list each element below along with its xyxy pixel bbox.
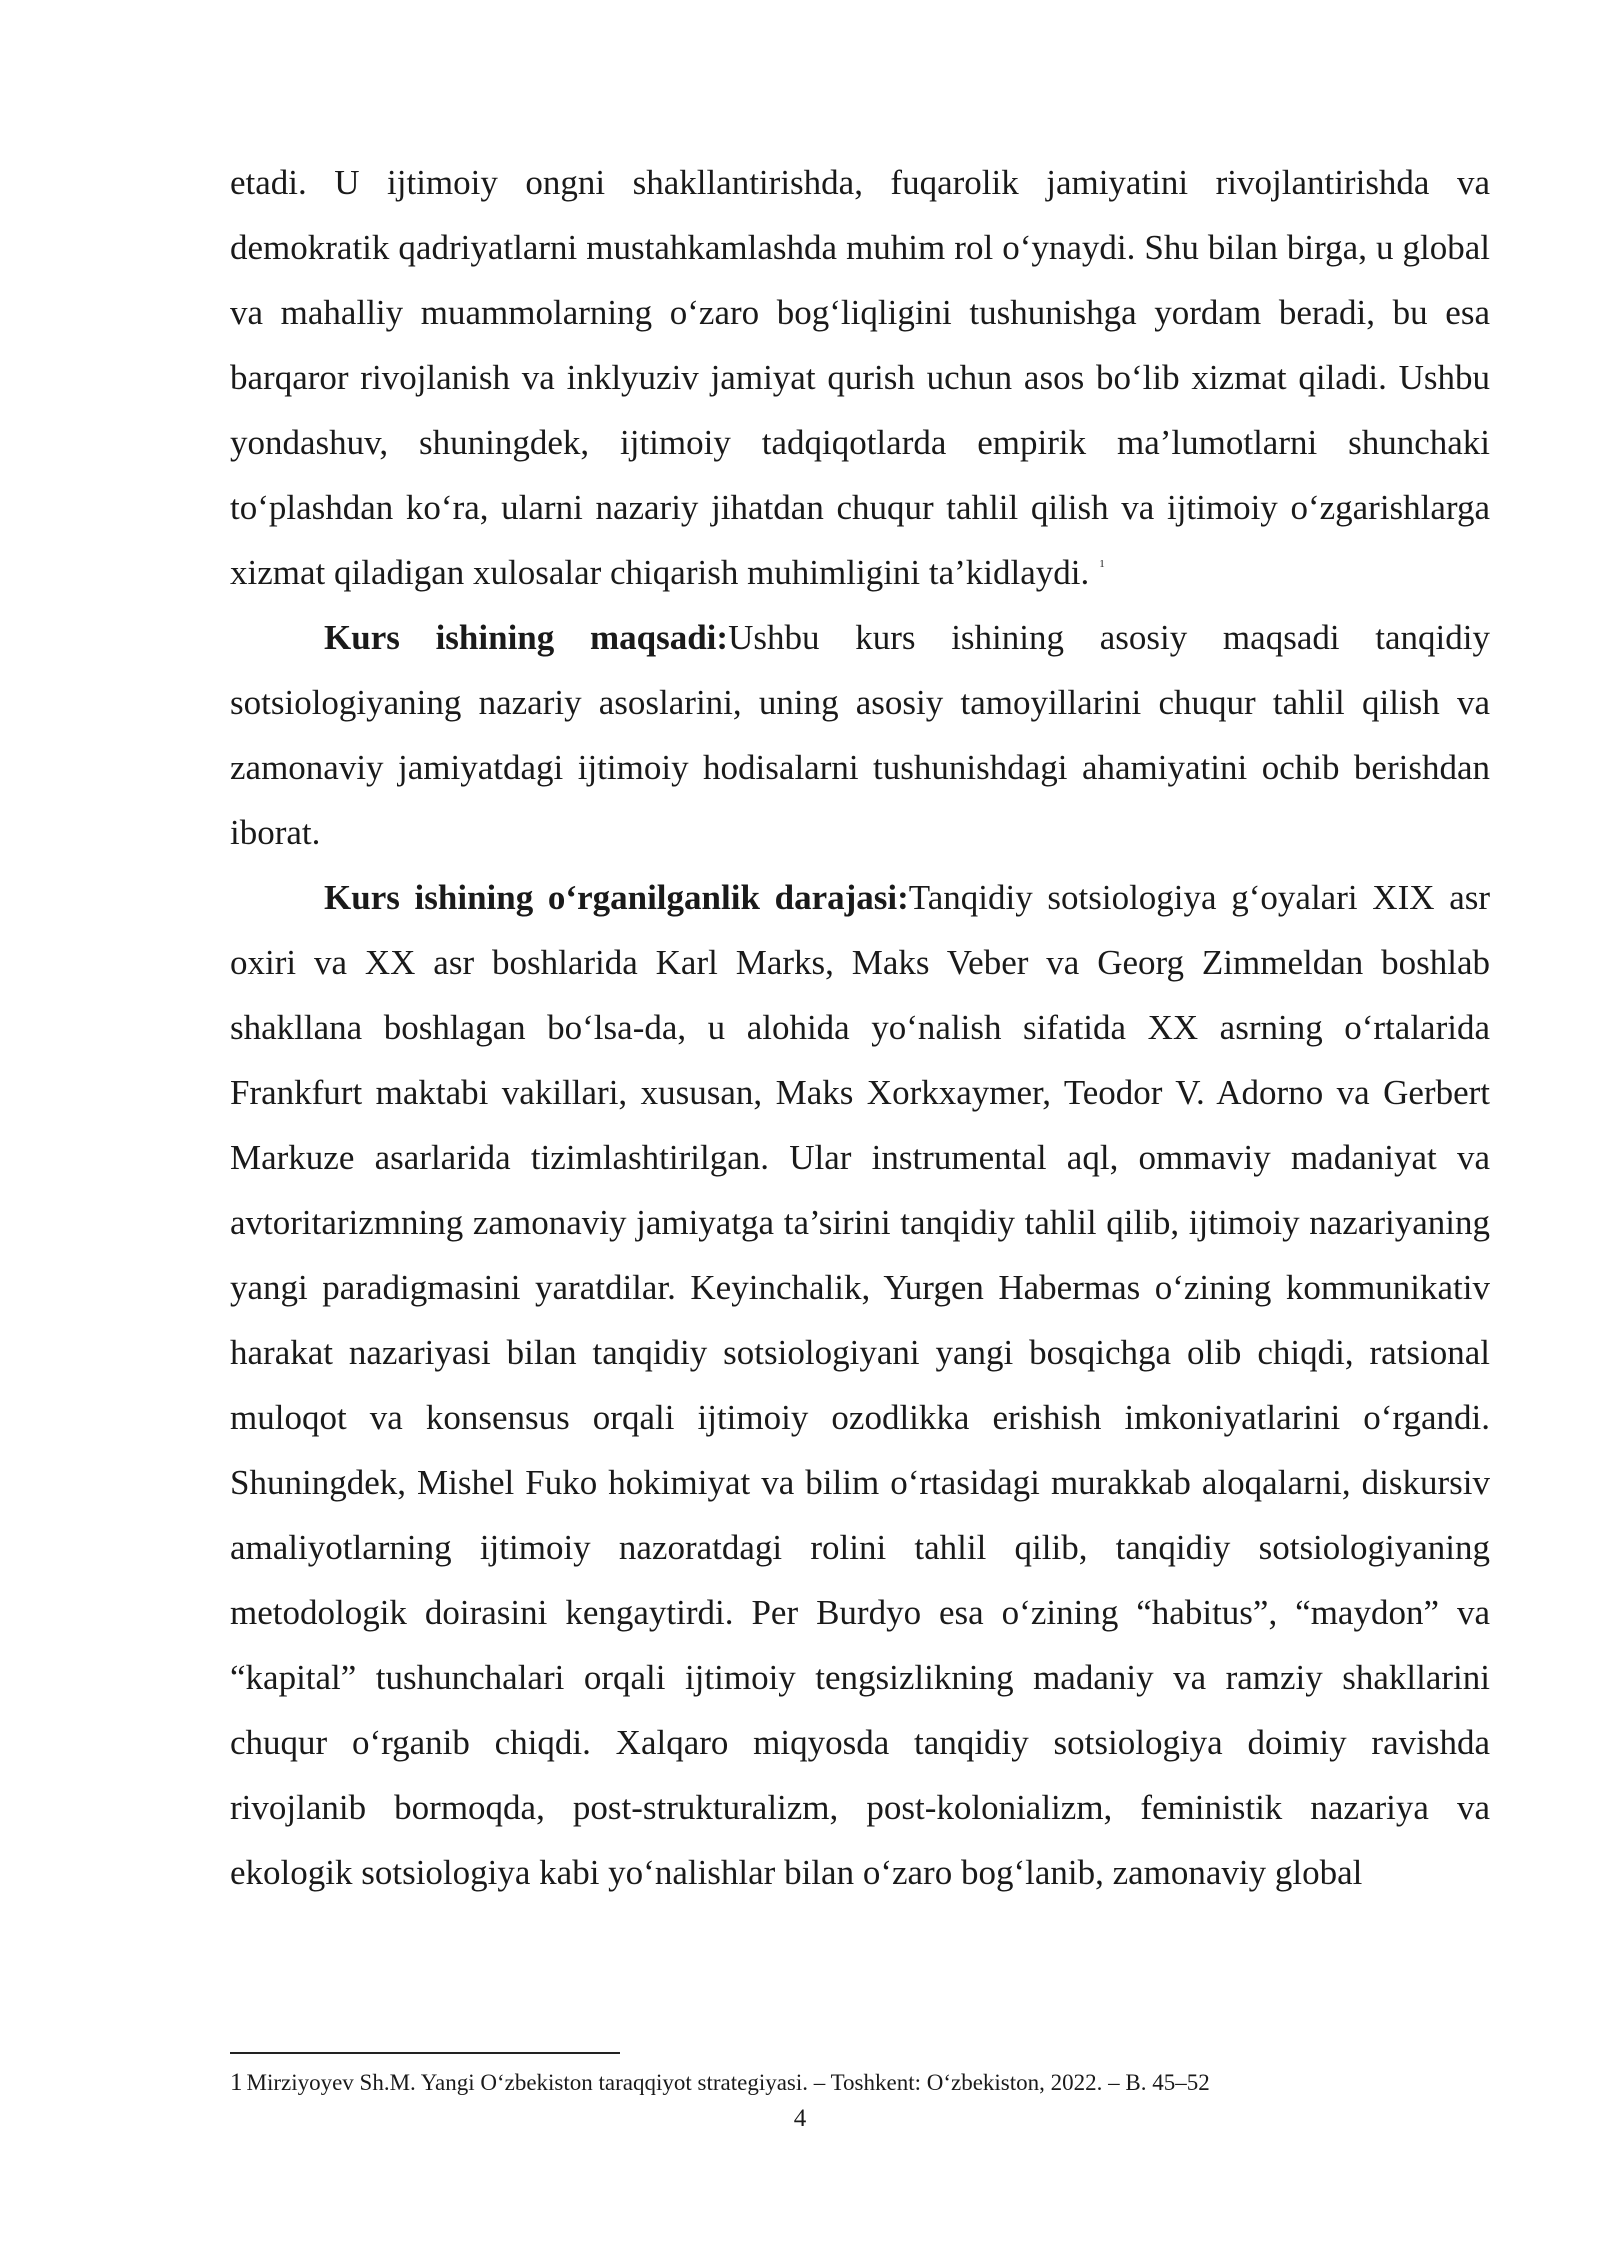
paragraph-text: etadi. U ijtimoiy ongni shakllantirishda, fuqarolik jamiyatini rivojlantirishda va demokratik qadriyatlarni mustahkamlashda muhim rol o‘ynaydi. Shu bilan birga, u global va mahalliy muammolarning o‘zaro bog‘liqligini tushunishga yordam beradi, bu esa barqaror rivojlanish va inklyuziv jamiyat qurish uchun asos bo‘lib xizmat qiladi. Ushbu yondashuv, shuningdek, ijtimoiy tadqiqotlarda empirik ma’lumotlarni shunchaki to‘plashdan ko‘ra, ularni nazariy jihatdan chuqur tahlil qilish va ijtimoiy o‘zgarishlarga xizmat qiladigan xulosalar chiqarish muhimligini ta’kidlaydi. [230,163,1490,592]
page-number: 4 [793,2105,807,2132]
footnote-text: Mirziyoyev Sh.M. Yangi O‘zbekiston taraqqiyot strategiyasi. – Toshkent: O‘zbekiston, 2022. – B. 45–52 [246,2070,1210,2095]
footnote-divider [230,2052,620,2054]
paragraph-continuation [230,150,1490,605]
footnote [230,2068,1490,2098]
paragraph-heading: Kurs ishining maqsadi: [324,618,729,657]
paragraph-course-goal [230,605,1490,865]
paragraph-heading: Kurs ishining o‘rganilganlik darajasi: [324,878,909,917]
footnote-reference: 1 [1099,558,1105,570]
paragraph-text: Ushbu kurs ishining asosiy maqsadi tanqidiy sotsiologiyaning nazariy asoslarini, uning asosiy tamoyillarini chuqur tahlil qilish va zamonaviy jamiyatdagi ijtimoiy hodisalarni tushunishdagi ahamiyatini ochib berishdan iborat. [230,618,1491,852]
page-body [230,150,1490,1905]
paragraph-study-level [230,865,1490,1905]
paragraph-text: Tanqidiy sotsiologiya g‘oyalari XIX asr oxiri va XX asr boshlarida Karl Marks, Maks Veber va Georg Zimmeldan boshlab shakllana boshlagan bo‘lsa-da, u alohida yo‘nalish sifatida XX asrning o‘rtalarida Frankfurt maktabi vakillari, xususan, Maks Xorkxaymer, Teodor V. Adorno va Gerbert Markuze asarlarida tizimlashtirilgan. Ular instrumental aql, ommaviy madaniyat va avtoritarizmning zamonaviy jamiyatga ta’sirini tanqidiy tahlil qilib, ijtimoiy nazariyaning yangi paradigmasini yaratdilar. Keyinchalik, Yurgen Habermas o‘zining kommunikativ harakat nazariyasi bilan tanqidiy sotsiologiyani yangi bosqichga olib chiqdi, ratsional muloqot va konsensus orqali ijtimoiy ozodlikka erishish imkoniyatlarini o‘rgandi. Shuningdek, Mishel Fuko hokimiyat va bilim o‘rtasidagi murakkab aloqalarni, diskursiv amaliyotlarning ijtimoiy nazoratdagi rolini tahlil qilib, tanqidiy sotsiologiyaning metodologik doirasini kengaytirdi. Per Burdyo esa o‘zining “habitus”, “maydon” va “kapital” tushunchalari orqali ijtimoiy tengsizlikning madaniy va ramziy shakllarini chuqur o‘rganib chiqdi. Xalqaro miqyosda tanqidiy sotsiologiya doimiy ravishda rivojlanib bormoqda, post-strukturalizm, post-kolonializm, feministik nazariya va ekologik sotsiologiya kabi yo‘nalishlar bilan o‘zaro bog‘lanib, zamonaviy global [230,878,1491,1892]
footnote-number: 1 [230,2069,243,2096]
